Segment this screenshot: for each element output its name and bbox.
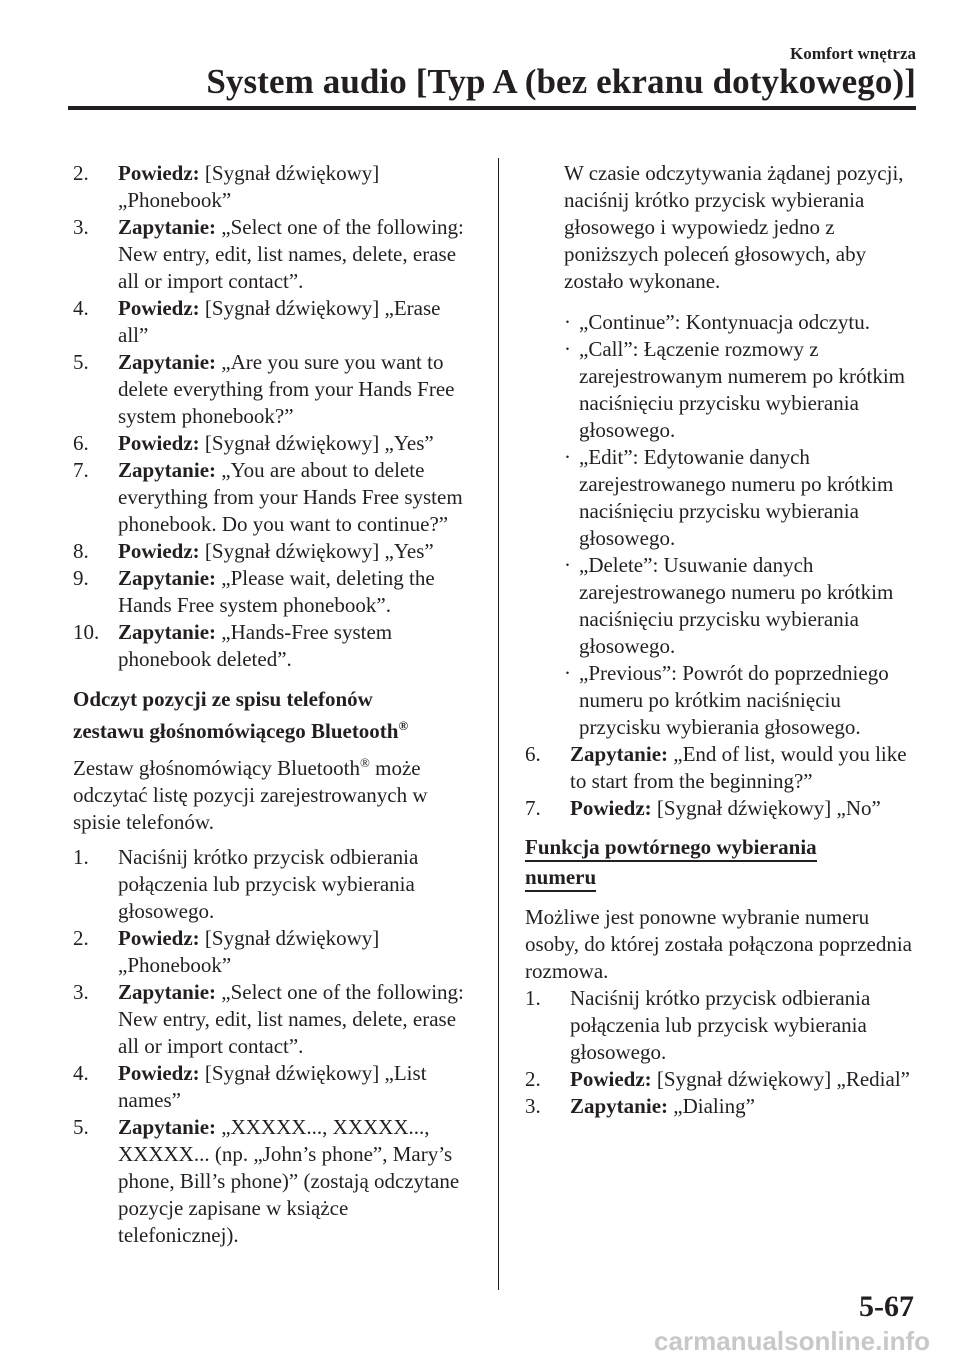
step-number: 3. xyxy=(525,1094,541,1118)
voice-command-item xyxy=(564,309,915,336)
step-item xyxy=(73,295,473,349)
step-text: [Sygnał dźwiękowy] „List names” xyxy=(118,1061,427,1112)
step-number: 1. xyxy=(525,986,541,1010)
bullet-dot: · xyxy=(564,337,571,361)
step-text: „Dialing” xyxy=(668,1094,755,1118)
step-text: [Sygnał dźwiękowy] „Erase all” xyxy=(118,296,441,347)
bullet-text: „Delete”: Usuwanie danych zarejestrowanego numeru po krótkim naciśnięciu przycisku wybierania głosowego. xyxy=(579,553,894,658)
step-text: [Sygnał dźwiękowy] „No” xyxy=(651,796,881,820)
step-number: 3. xyxy=(73,980,89,1004)
step-number: 7. xyxy=(525,796,541,820)
step-item xyxy=(525,1066,915,1093)
step-item xyxy=(73,1060,473,1114)
intro-text: Zestaw głośnomówiący Bluetooth xyxy=(73,756,360,780)
section-heading-redial xyxy=(525,832,915,892)
voice-command-item xyxy=(564,336,915,444)
registered-mark: ® xyxy=(398,718,409,733)
heading-text: Funkcja powtórnego wybierania xyxy=(525,835,817,862)
step-number: 2. xyxy=(73,161,89,185)
step-label: Powiedz: xyxy=(118,539,200,563)
bullet-dot: · xyxy=(564,445,571,469)
bullet-text: „Continue”: Kontynuacja odczytu. xyxy=(579,310,870,334)
registered-mark: ® xyxy=(359,755,370,770)
step-number: 2. xyxy=(73,926,89,950)
step-number: 6. xyxy=(525,742,541,766)
step-number: 1. xyxy=(73,845,89,869)
step-text: „Select one of the following: New entry, edit, list names, delete, erase all or import contact”. xyxy=(118,215,464,293)
step-text: „Hands-Free system phonebook deleted”. xyxy=(118,620,393,671)
page-number: 5-67 xyxy=(859,1290,914,1323)
steps-erase-all xyxy=(73,160,473,673)
step-label: Zapytanie: xyxy=(118,566,217,590)
voice-command-item xyxy=(564,660,915,741)
step-number: 3. xyxy=(73,215,89,239)
step-number: 4. xyxy=(73,1061,89,1085)
step-item xyxy=(525,985,915,1066)
step-item xyxy=(73,844,473,925)
right-column xyxy=(525,160,915,1120)
step-label: Zapytanie: xyxy=(118,350,217,374)
step-number: 8. xyxy=(73,539,89,563)
step-label: Zapytanie: xyxy=(118,1115,217,1139)
column-divider xyxy=(498,158,499,1290)
step-item xyxy=(525,1093,915,1120)
step-label: Powiedz: xyxy=(118,296,200,320)
step-text: „XXXXX..., XXXXX..., XXXXX... (np. „John’s phone”, Mary’s phone, Bill’s phone)” (zostają odczytane pozycje zapisane w książce telefonicznej). xyxy=(118,1115,460,1247)
left-column xyxy=(73,160,473,1249)
steps-redial xyxy=(525,985,915,1120)
step-text: [Sygnał dźwiękowy] „Yes” xyxy=(199,539,434,563)
step-label: Zapytanie: xyxy=(570,1094,669,1118)
intro-text: może odczytać listę pozycji zarejestrowanych w spisie telefonów. xyxy=(73,756,428,834)
section-heading-line xyxy=(525,832,915,862)
step-item xyxy=(73,925,473,979)
step-label: Zapytanie: xyxy=(570,742,669,766)
step-label: Zapytanie: xyxy=(118,980,217,1004)
voice-command-item xyxy=(564,552,915,660)
section-heading-line xyxy=(525,862,915,892)
step-number: 7. xyxy=(73,458,89,482)
step-text: „End of list, would you like to start from the beginning?” xyxy=(570,742,907,793)
step-text: „You are about to delete everything from your Hands Free system phonebook. Do you want to continue?” xyxy=(118,458,463,536)
step-item xyxy=(525,795,915,822)
step-item xyxy=(73,349,473,430)
intro-paragraph xyxy=(73,755,473,836)
step-item xyxy=(73,214,473,295)
step-label: Powiedz: xyxy=(570,1067,652,1091)
step-text: „Please wait, deleting the Hands Free system phonebook”. xyxy=(118,566,435,617)
section-heading-line xyxy=(73,715,473,747)
continuation-paragraph: W czasie odczytywania żądanej pozycji, naciśnij krótko przycisk wybierania głosowego i wypowiedz jedno z poniższych poleceń głosowych, aby zostało wykonane. xyxy=(564,161,904,293)
step-item xyxy=(525,741,915,795)
steps-read-entries xyxy=(73,844,473,1249)
watermark: carmanualsonline.info xyxy=(654,1326,930,1356)
step-text: [Sygnał dźwiękowy] „Redial” xyxy=(651,1067,910,1091)
header-section-label: Komfort wnętrza xyxy=(789,44,916,63)
step-label: Powiedz: xyxy=(118,926,200,950)
step-item xyxy=(73,538,473,565)
step-label: Zapytanie: xyxy=(118,620,217,644)
header-rule xyxy=(68,106,916,110)
step-text: „Select one of the following: New entry, edit, list names, delete, erase all or import contact”. xyxy=(118,980,464,1058)
section-heading-read-entries xyxy=(73,683,473,747)
step-item xyxy=(73,430,473,457)
step-number: 5. xyxy=(73,1115,89,1139)
step-label: Powiedz: xyxy=(118,161,200,185)
step-item xyxy=(73,979,473,1060)
bullet-dot: · xyxy=(564,553,571,577)
steps-end-of-list xyxy=(525,741,915,822)
step-number: 5. xyxy=(73,350,89,374)
bullet-dot: · xyxy=(564,661,571,685)
step-text: Naciśnij krótko przycisk odbierania połączenia lub przycisk wybierania głosowego. xyxy=(118,845,419,923)
step-item xyxy=(73,619,473,673)
step-item xyxy=(73,457,473,538)
step-text: [Sygnał dźwiękowy] „Phonebook” xyxy=(118,926,380,977)
step-label: Powiedz: xyxy=(570,796,652,820)
section-heading-line: Odczyt pozycji ze spisu telefonów xyxy=(73,687,373,711)
step-label: Zapytanie: xyxy=(118,215,217,239)
step-item xyxy=(73,565,473,619)
step-text: „Are you sure you want to delete everything from your Hands Free system phonebook?” xyxy=(118,350,455,428)
step-text: Naciśnij krótko przycisk odbierania połączenia lub przycisk wybierania głosowego. xyxy=(570,986,871,1064)
voice-command-item xyxy=(564,444,915,552)
step-number: 10. xyxy=(73,620,100,644)
step-number: 9. xyxy=(73,566,89,590)
heading-text: numeru xyxy=(525,865,596,892)
step-number: 4. xyxy=(73,296,89,320)
step-text: [Sygnał dźwiękowy] „Yes” xyxy=(199,431,434,455)
step-item xyxy=(73,160,473,214)
bullet-dot: · xyxy=(564,310,571,334)
step-item xyxy=(73,1114,473,1249)
bullet-text: „Call”: Łączenie rozmowy z zarejestrowanym numerem po krótkim naciśnięciu przycisku wybierania głosowego. xyxy=(579,337,905,442)
step-label: Powiedz: xyxy=(118,431,200,455)
bullet-text: „Previous”: Powrót do poprzedniego numeru po krótkim naciśnięciu przycisku wybierania głosowego. xyxy=(579,661,889,739)
step-number: 2. xyxy=(525,1067,541,1091)
redial-paragraph: Możliwe jest ponowne wybranie numeru osoby, do której została połączona poprzednia rozmowa. xyxy=(525,905,913,983)
voice-command-bullets xyxy=(525,309,915,741)
heading-text: zestawu głośnomówiącego Bluetooth xyxy=(73,719,399,743)
step-label: Zapytanie: xyxy=(118,458,217,482)
page-title: System audio [Typ A (bez ekranu dotykowego)] xyxy=(206,62,916,101)
bullet-text: „Edit”: Edytowanie danych zarejestrowanego numeru po krótkim naciśnięciu przycisku wybierania głosowego. xyxy=(579,445,894,550)
step-text: [Sygnał dźwiękowy] „Phonebook” xyxy=(118,161,380,212)
step-number: 6. xyxy=(73,431,89,455)
step-label: Powiedz: xyxy=(118,1061,200,1085)
